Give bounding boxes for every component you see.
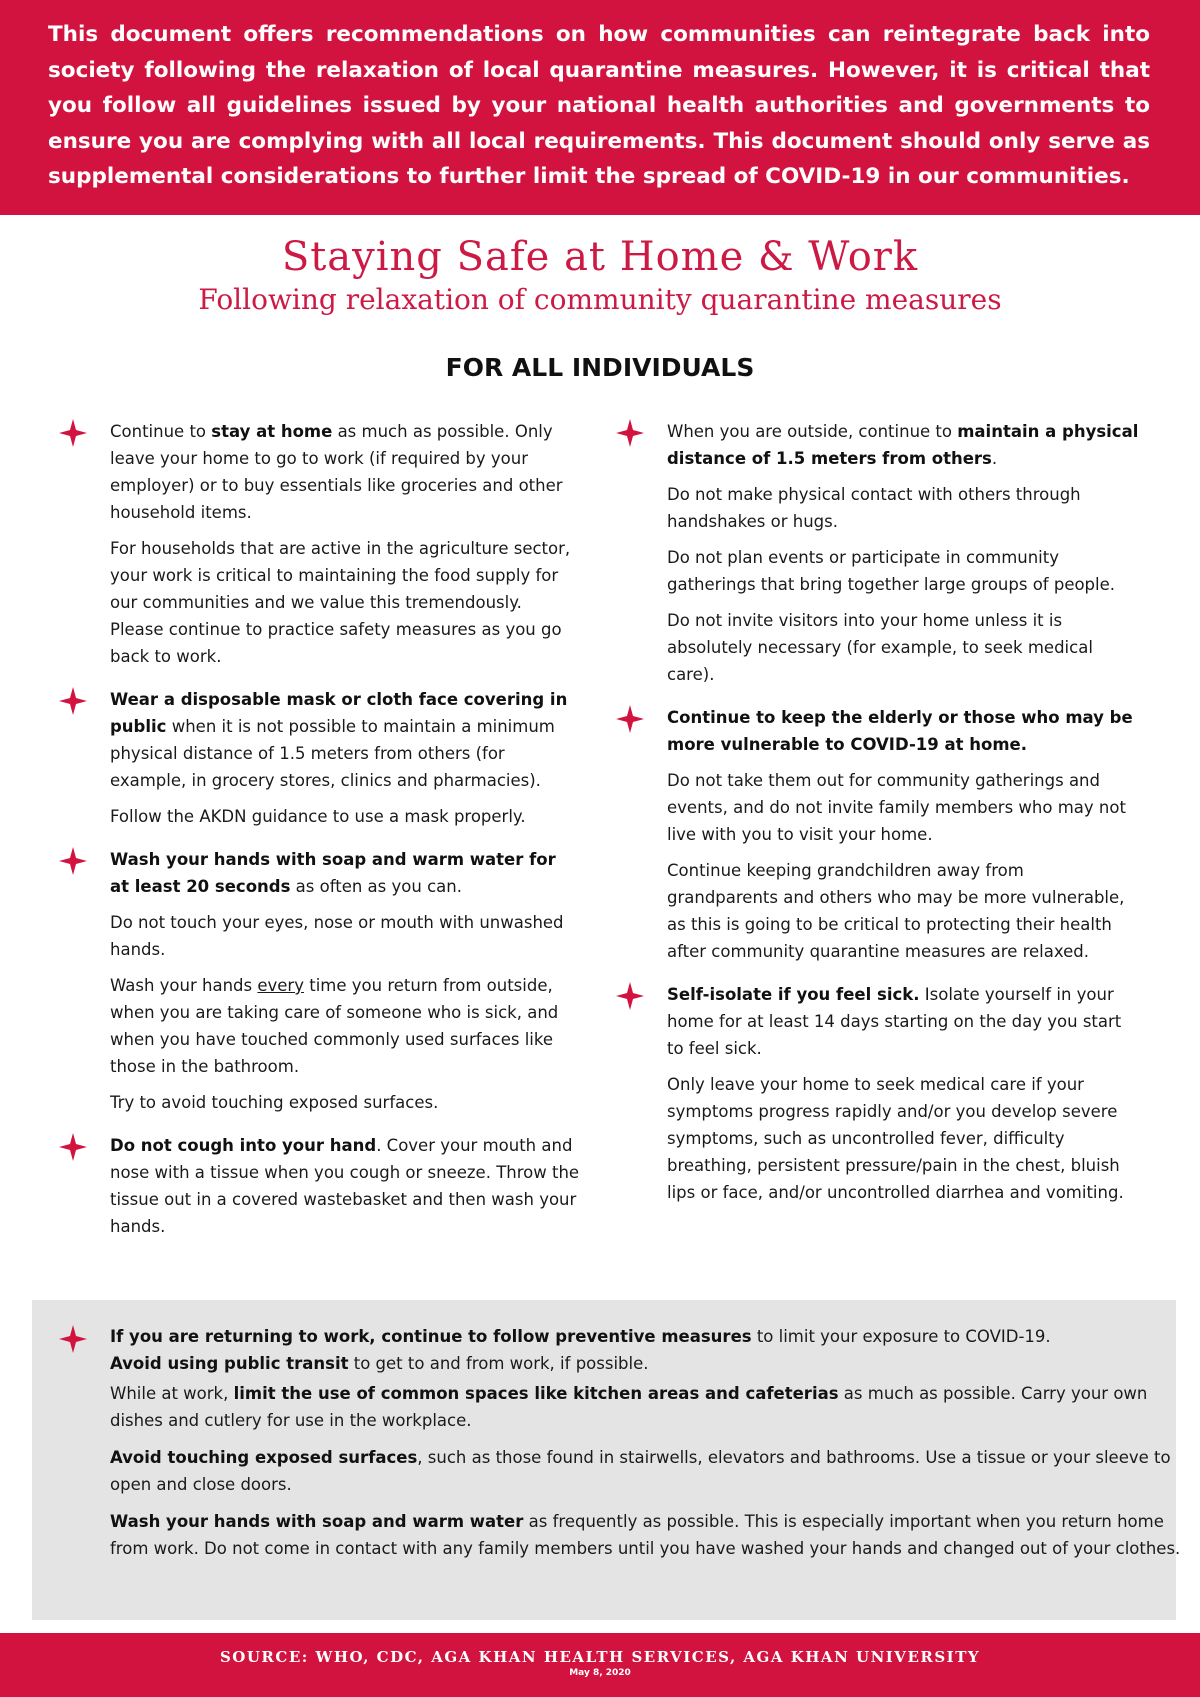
item-text: Do not plan events or participate in community gatherings that bring together large groups of people.: [667, 548, 1116, 594]
item-text: While at work, limit the use of common spaces like kitchen areas and cafeterias as much as possible. Carry your own dishes and cutlery for use in the workplace.: [110, 1384, 1148, 1430]
footer: [0, 1633, 1200, 1697]
star-bullet-icon: [615, 704, 645, 734]
list-item: [615, 981, 1140, 1206]
item-text: Do not make physical contact with others through handshakes or hugs.: [667, 485, 1081, 531]
section-heading: FOR ALL INDIVIDUALS: [445, 353, 755, 382]
item-text: Wear a disposable mask or cloth face covering in public when it is not possible to maintain a minimum physical distance of 1.5 meters from others (for example, in grocery stores, clinics and pharmacies).: [110, 690, 568, 790]
item-text: Try to avoid touching exposed surfaces.: [110, 1093, 439, 1112]
list-item: [615, 704, 1140, 965]
work-guidance-panel: [32, 1300, 1181, 1620]
item-text: Wash your hands with soap and warm water for at least 20 seconds as often as you can.: [110, 850, 556, 896]
list-item: [58, 846, 580, 1116]
item-text: Avoid touching exposed surfaces, such as those found in stairwells, elevators and bathrooms. Use a tissue or your sleeve to open and close doors.: [110, 1448, 1171, 1494]
list-item: [615, 418, 1140, 688]
star-bullet-icon: [615, 418, 645, 448]
page-title: Staying Safe at Home & Work: [281, 234, 919, 280]
publish-date: May 8, 2020: [569, 1668, 631, 1678]
disclaimer-banner: [0, 0, 1200, 215]
star-bullet-icon: [58, 418, 88, 448]
item-text: Follow the AKDN guidance to use a mask properly.: [110, 807, 526, 826]
item-text: Continue to stay at home as much as possible. Only leave your home to go to work (if required by your employer) or to buy essentials like groceries and other household items.: [110, 422, 563, 522]
item-text: Self-isolate if you feel sick. Isolate yourself in your home for at least 14 days starting on the day you start to feel sick.: [667, 985, 1122, 1058]
list-item: [58, 686, 580, 830]
list-item: [58, 1324, 1190, 1573]
star-bullet-icon: [58, 1132, 88, 1162]
item-text: Do not invite visitors into your home unless it is absolutely necessary (for example, to seek medical care).: [667, 611, 1093, 684]
page-subtitle: Following relaxation of community quarantine measures: [198, 283, 1002, 316]
list-item: [58, 418, 580, 670]
item-text: When you are outside, continue to maintain a physical distance of 1.5 meters from others.: [667, 422, 1139, 468]
item-text: Continue keeping grandchildren away from grandparents and others who may be more vulnerable, as this is going to be critical to protecting their health after community quarantine measures are relaxed.: [667, 861, 1125, 961]
item-text: If you are returning to work, continue to follow preventive measures to limit your exposure to COVID-19. Avoid using public transit to get to and from work, if possible.: [110, 1327, 1051, 1373]
item-text: Do not take them out for community gatherings and events, and do not invite family members who may not live with you to visit your home.: [667, 771, 1126, 844]
item-text: Wash your hands with soap and warm water as frequently as possible. This is especially important when you return home from work. Do not come in contact with any family members until you have washed your hands and changed out of your clothes.: [110, 1512, 1181, 1558]
item-text: Only leave your home to seek medical care if your symptoms progress rapidly and/or you develop severe symptoms, such as uncontrolled fever, difficulty breathing, persistent pressure/pain in the chest, bluish lips or face, and/or uncontrolled diarrhea and vomiting.: [667, 1075, 1124, 1202]
star-bullet-icon: [58, 1324, 88, 1354]
left-column: [58, 418, 580, 1256]
star-bullet-icon: [615, 981, 645, 1011]
item-text: Wash your hands every time you return from outside, when you are taking care of someone who is sick, and when you have touched commonly used surfaces like those in the bathroom.: [110, 976, 559, 1076]
star-bullet-icon: [58, 846, 88, 876]
item-text: For households that are active in the agriculture sector, your work is critical to maintaining the food supply for our communities and we value this tremendously. Please continue to practice safety measures as you go back to work.: [110, 539, 571, 666]
star-bullet-icon: [58, 686, 88, 716]
source-citation: SOURCE: WHO, CDC, AGA KHAN HEALTH SERVICES, AGA KHAN UNIVERSITY: [219, 1648, 981, 1666]
right-column: [615, 418, 1140, 1222]
list-item: [58, 1132, 580, 1240]
disclaimer-text: This document offers recommendations on how communities can reintegrate back into society following the relaxation of local quarantine measures. However, it is critical that you follow all guidelines issued by your national health authorities and governments to ensure you are complying with all local requirements. This document should only serve as supplemental considerations to further limit the spread of COVID-19 in our communities.: [48, 22, 1150, 189]
item-text: Do not cough into your hand. Cover your mouth and nose with a tissue when you cough or sneeze. Throw the tissue out in a covered wastebasket and then wash your hands.: [110, 1136, 580, 1236]
item-text: Continue to keep the elderly or those who may be more vulnerable to COVID-19 at home.: [667, 708, 1133, 754]
item-text: Do not touch your eyes, nose or mouth with unwashed hands.: [110, 913, 564, 959]
